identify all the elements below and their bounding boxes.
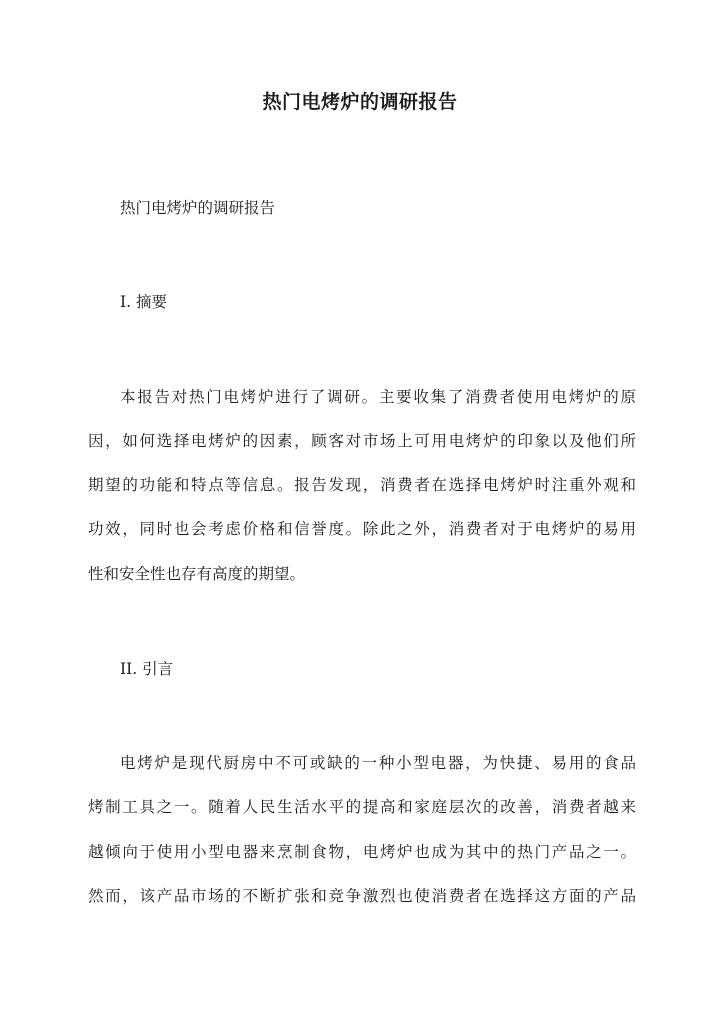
section-heading-introduction: II. 引言 bbox=[120, 660, 174, 678]
paragraph-line: 因，如何选择电烤炉的因素，顾客对市场上可用电烤炉的印象以及他们所 bbox=[88, 432, 636, 450]
paragraph-line: 越倾向于使用小型电器来烹制食物，电烤炉也成为其中的热门产品之一。 bbox=[88, 843, 636, 861]
paragraph-line: 性和安全性也存有高度的期望。 bbox=[88, 565, 306, 583]
paragraph-line: 然而，该产品市场的不断扩张和竞争激烈也使消费者在选择这方面的产品 bbox=[88, 887, 636, 905]
document-subtitle: 热门电烤炉的调研报告 bbox=[120, 199, 276, 217]
paragraph-line: 期望的功能和特点等信息。报告发现，消费者在选择电烤炉时注重外观和 bbox=[88, 476, 636, 494]
paragraph-line: 功效，同时也会考虑价格和信誉度。除此之外，消费者对于电烤炉的易用 bbox=[88, 520, 636, 538]
document-title: 热门电烤炉的调研报告 bbox=[262, 91, 458, 113]
paragraph-line: 烤制工具之一。随着人民生活水平的提高和家庭层次的改善，消费者越来 bbox=[88, 798, 636, 816]
paragraph-line: 本报告对热门电烤炉进行了调研。主要收集了消费者使用电烤炉的原 bbox=[120, 388, 636, 406]
section-heading-abstract: I. 摘要 bbox=[120, 293, 167, 311]
paragraph-line: 电烤炉是现代厨房中不可或缺的一种小型电器，为快捷、易用的食品 bbox=[120, 754, 636, 772]
